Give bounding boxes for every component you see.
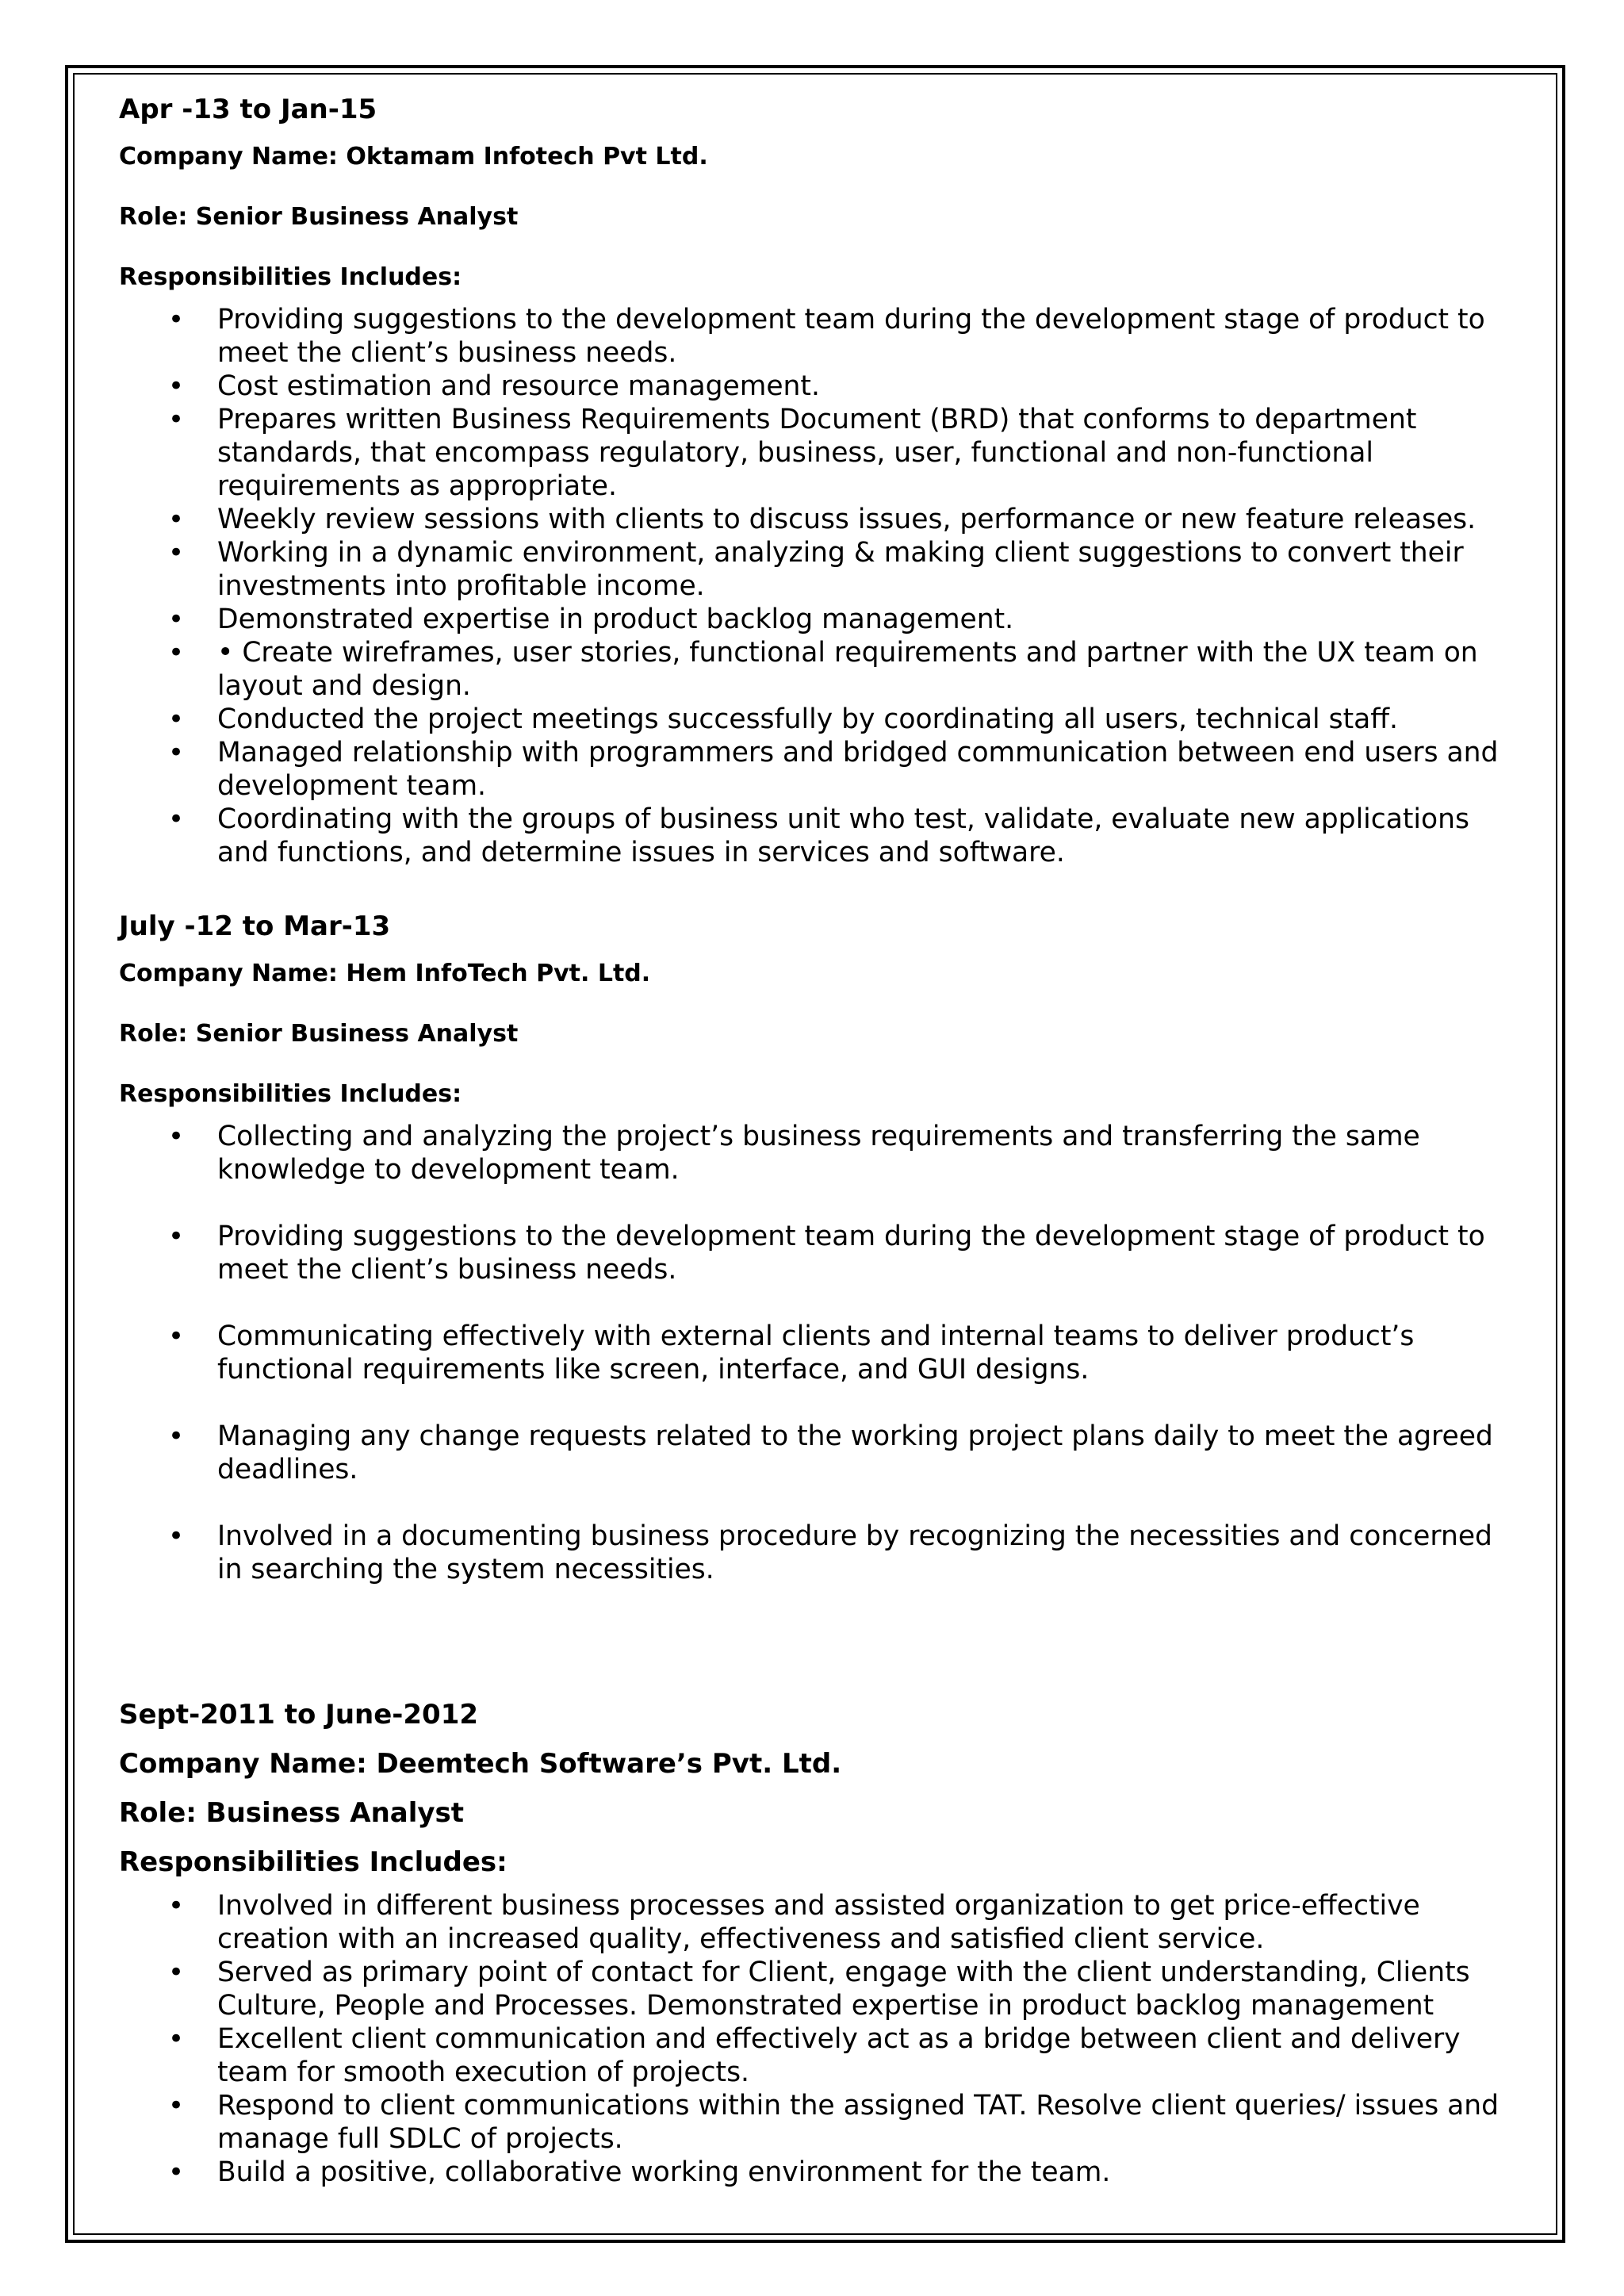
bullet-icon: • [168,1957,185,1988]
company-name: Company Name: Deemtech Software’s Pvt. Ltd. [119,1748,842,1780]
list-item: • Managed relationship with programmers and bridged communication between end users and development team. [168,737,1499,802]
employment-period: July -12 to Mar-13 [119,910,391,942]
employment-period: Sept-2011 to June-2012 [119,1699,479,1731]
responsibilities-heading: Responsibilities Includes: [119,1846,508,1878]
bullet-icon: • [168,604,185,635]
list-item: • Coordinating with the groups of business unit who test, validate, evaluate new applications and functions, and determine issues in services and software. [168,803,1469,868]
bullet-icon: • [168,2090,185,2122]
bullet-icon: • [168,1121,185,1152]
list-item: • Demonstrated expertise in product backlog management. [168,604,1014,635]
list-item: • Excellent client communication and effectively act as a bridge between client and delivery team for smooth execution of projects. [168,2023,1461,2088]
list-item: • • Create wireframes, user stories, functional requirements and partner with the UX team on layout and design. [168,637,1478,702]
resume-experience-content [119,94,1515,2189]
list-item: • Managing any change requests related to the working project plans daily to meet the agreed deadlines. [168,1420,1493,1485]
list-item: • Involved in a documenting business procedure by recognizing the necessities and concerned in searching the system necessities. [168,1520,1492,1585]
bullet-icon: • [168,703,185,735]
list-item: • Weekly review sessions with clients to discuss issues, performance or new feature releases. [168,504,1477,535]
bullet-icon: • [168,504,185,535]
bullet-icon: • [168,537,185,569]
role-title: Role: Senior Business Analyst [119,203,519,231]
list-item: • Build a positive, collaborative working environment for the team. [168,2156,1111,2188]
responsibilities-list [119,1120,1515,1586]
list-item: • Providing suggestions to the development team during the development stage of product to meet the client’s business needs. [168,304,1485,369]
bullet-icon: • [168,1320,185,1352]
responsibilities-list [119,303,1515,869]
list-item: • Involved in different business processes and assisted organization to get price-effective creation with an increased quality, effectiveness and satisfied client service. [168,1890,1420,1955]
list-item: • Prepares written Business Requirements Document (BRD) that conforms to department standards, that encompass regulatory, business, user, functional and non-functional requirements as appropriate. [168,404,1417,502]
bullet-icon: • [168,2023,185,2055]
experience-entry-deemtech [119,1699,1515,2189]
bullet-icon: • [168,1420,185,1452]
list-item: • Conducted the project meetings successfully by coordinating all users, technical staff. [168,703,1398,735]
list-item: • Working in a dynamic environment, analyzing & making client suggestions to convert their investments into profitable income. [168,537,1464,602]
responsibilities-list [119,1889,1515,2189]
responsibilities-heading: Responsibilities Includes: [119,263,462,291]
bullet-icon: • [168,803,185,835]
company-name: Company Name: Oktamam Infotech Pvt Ltd. [119,143,708,171]
company-name: Company Name: Hem InfoTech Pvt. Ltd. [119,960,651,987]
list-item: • Communicating effectively with external clients and internal teams to deliver product’s functional requirements like screen, interface, and GUI designs. [168,1320,1415,1386]
employment-period: Apr -13 to Jan-15 [119,94,377,125]
list-item: • Served as primary point of contact for Client, engage with the client understanding, Clients Culture, People and Processes. Demonstrated expertise in product backlog management [168,1957,1470,2022]
role-title: Role: Senior Business Analyst [119,1020,519,1048]
responsibilities-heading: Responsibilities Includes: [119,1080,462,1108]
bullet-icon: • [168,1221,185,1252]
bullet-icon: • [168,304,185,335]
role-title: Role: Business Analyst [119,1797,465,1829]
list-item: • Providing suggestions to the development team during the development stage of product to meet the client’s business needs. [168,1221,1485,1286]
experience-entry-hem-infotech [119,910,1515,1586]
experience-entry-oktamam [119,94,1515,869]
bullet-icon: • [168,404,185,435]
list-item: • Respond to client communications within the assigned TAT. Resolve client queries/ issues and manage full SDLC of projects. [168,2090,1500,2155]
bullet-icon: • [168,2156,185,2188]
bullet-icon: • [168,370,185,402]
list-item: • Collecting and analyzing the project’s business requirements and transferring the same knowledge to development team. [168,1121,1420,1186]
bullet-icon: • [168,637,185,669]
list-item: • Cost estimation and resource management. [168,370,820,402]
bullet-icon: • [168,737,185,769]
bullet-icon: • [168,1890,185,1922]
bullet-icon: • [168,1520,185,1552]
